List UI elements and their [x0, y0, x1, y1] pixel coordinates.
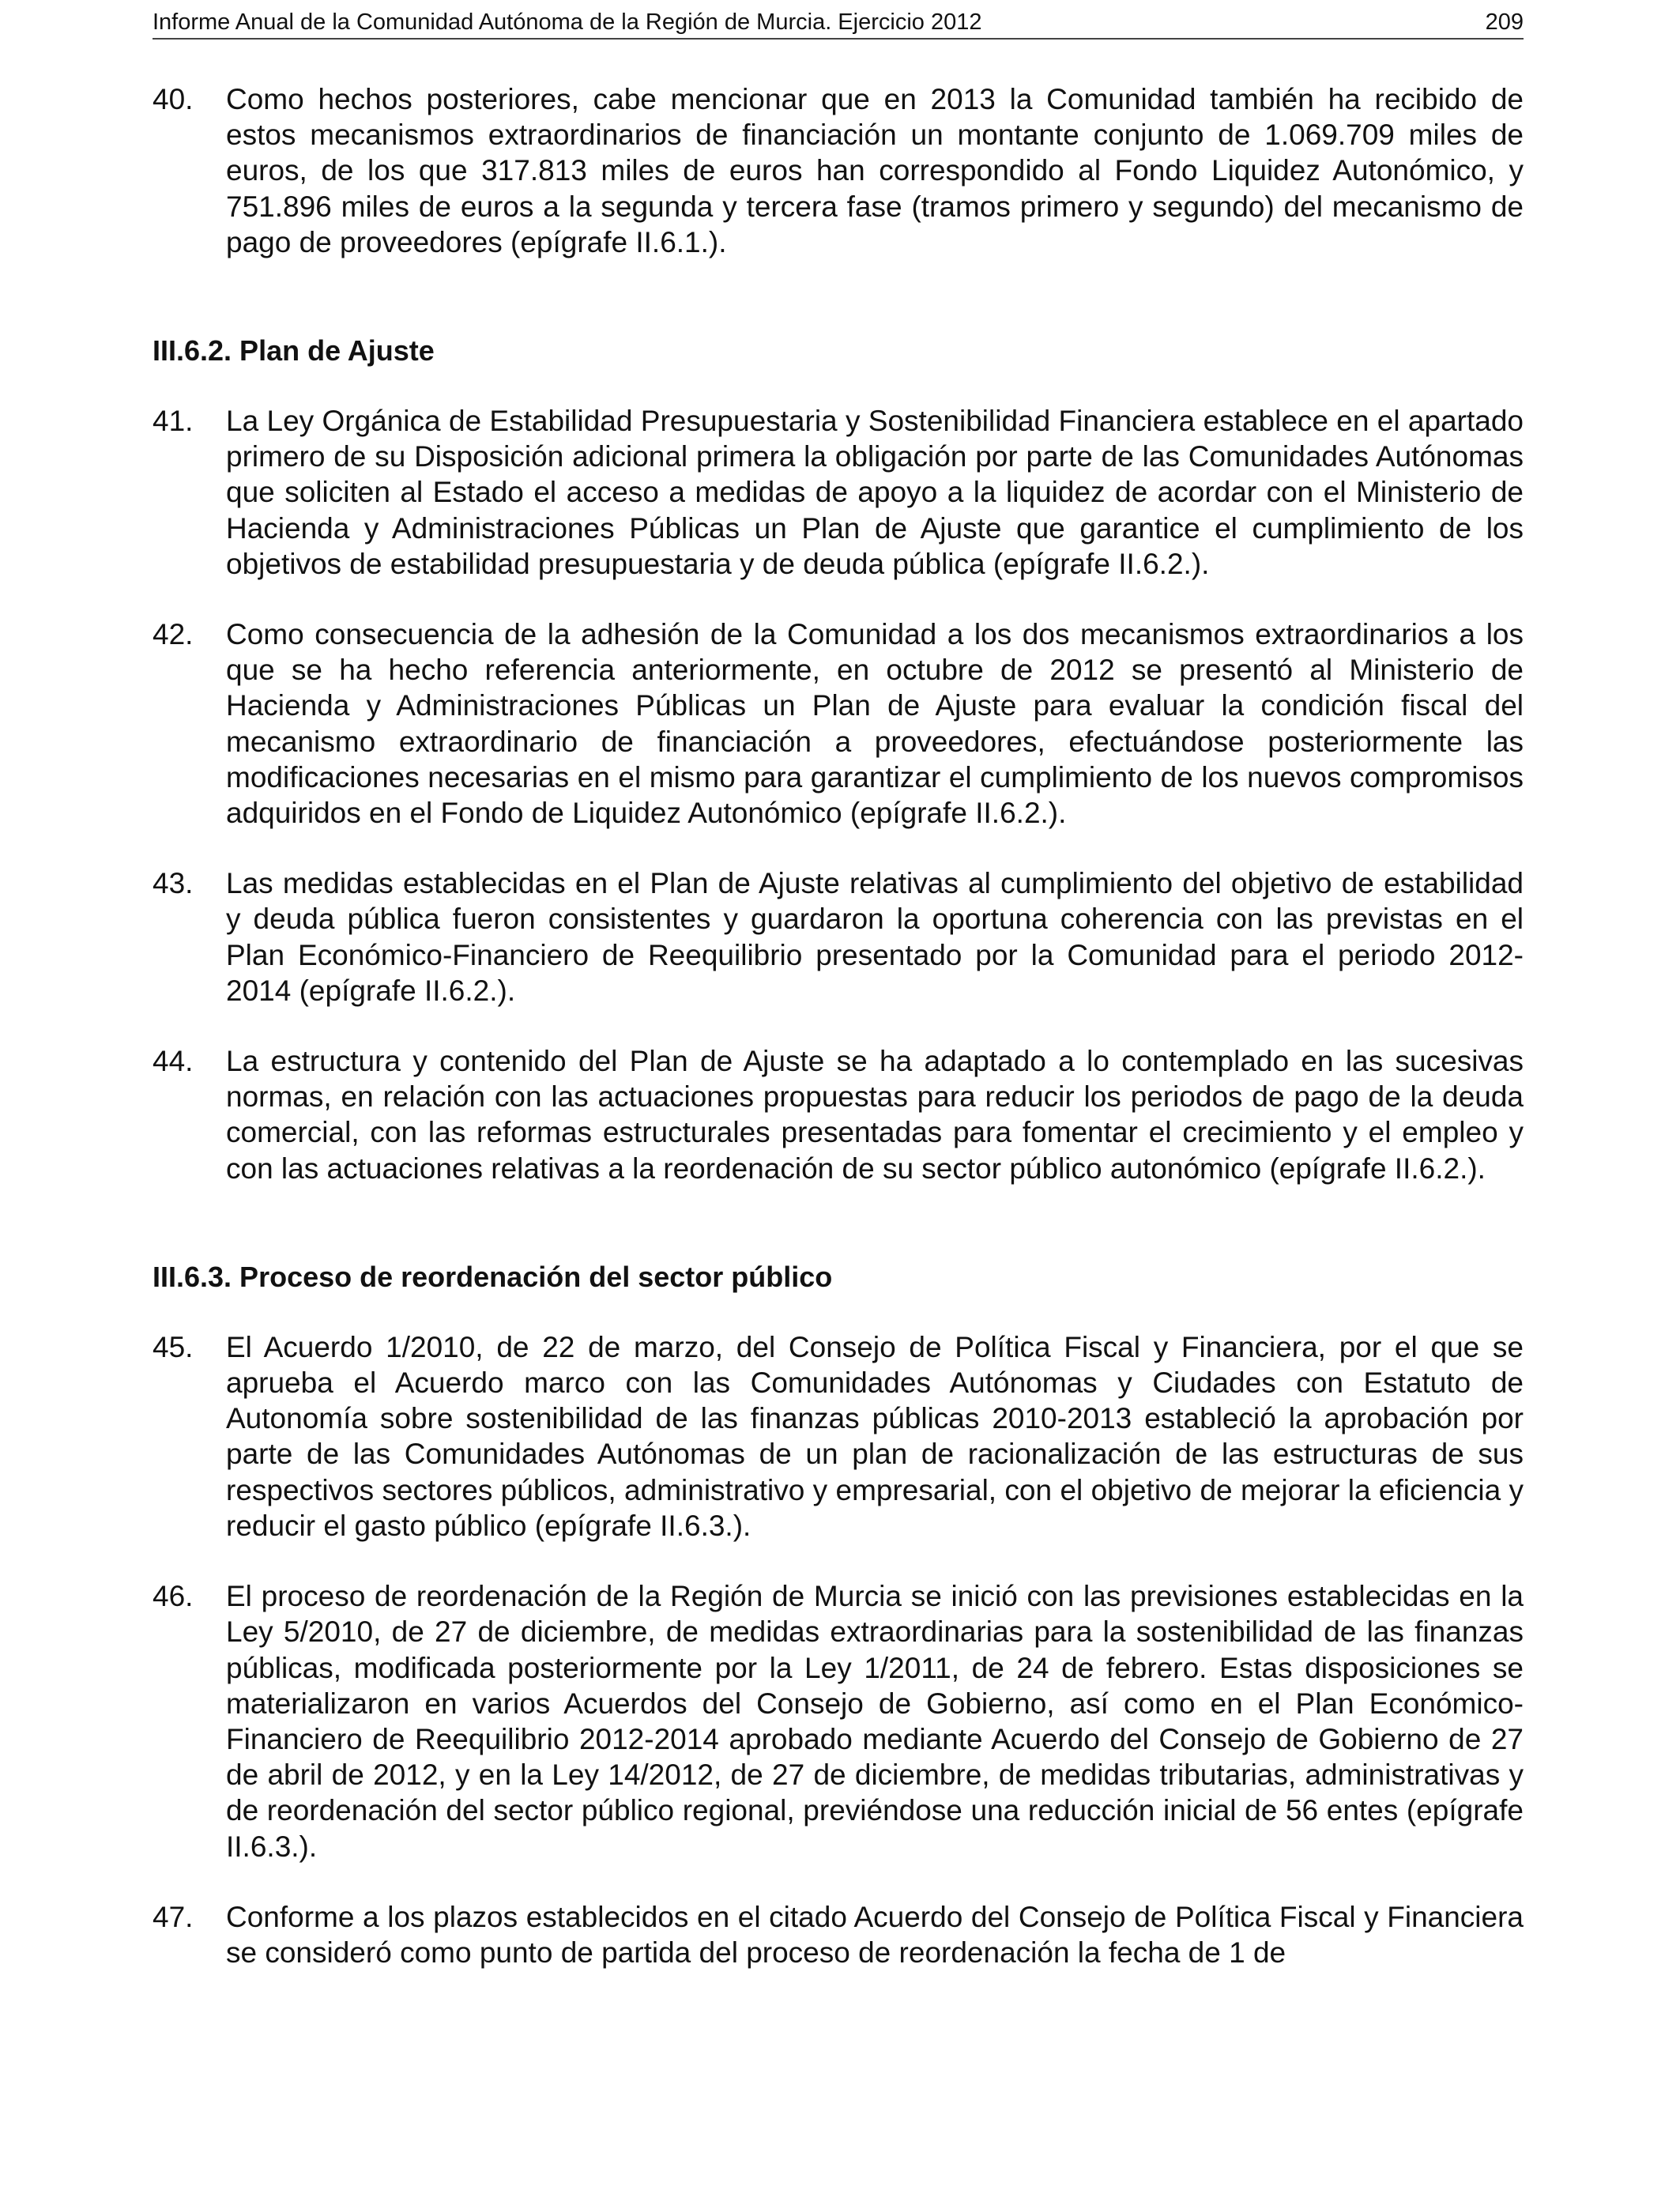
paragraph-number: 41. [153, 405, 194, 438]
paragraph-text: La estructura y contenido del Plan de Ajuste se ha adaptado a lo contemplado en las sucesivas normas, en relación con las actuaciones propuestas para reducir los periodos de pago de la deuda comercial, con las reformas estructurales presentadas para fomentar el crecimiento y el empleo y con las actuaciones relativas a la reordenación de su sector público autonómico (epígrafe II.6.2.). [226, 1045, 1524, 1185]
paragraph-number: 47. [153, 1900, 194, 1933]
paragraph-47 [153, 1899, 1524, 1970]
paragraph-text: La Ley Orgánica de Estabilidad Presupuestaria y Sostenibilidad Financiera establece en el apartado primero de su Disposición adicional primera la obligación por parte de las Comunidades Autónomas que soliciten al Estado el acceso a medidas de apoyo a la liquidez de acordar con el Ministerio de Hacienda y Administraciones Públicas un Plan de Ajuste que garantice el cumplimiento de los objetivos de estabilidad presupuestaria y de deuda pública (epígrafe II.6.2.). [226, 405, 1524, 580]
section-heading-reordenacion: III.6.3. Proceso de reordenación del sector público [153, 1260, 833, 1293]
paragraph-text: Las medidas establecidas en el Plan de Ajuste relativas al cumplimiento del objetivo de estabilidad y deuda pública fueron consistentes y guardaron la oportuna coherencia con las previstas en el Plan Económico-Financiero de Reequilibrio presentado por la Comunidad para el periodo 2012-2014 (epígrafe II.6.2.). [226, 867, 1524, 1007]
page-header [153, 6, 1524, 40]
paragraph-40 [153, 81, 1524, 260]
paragraph-42 [153, 616, 1524, 831]
paragraph-number: 44. [153, 1045, 194, 1078]
paragraph-number: 42. [153, 618, 194, 651]
paragraph-41 [153, 403, 1524, 582]
paragraph-number: 40. [153, 83, 194, 115]
paragraph-text: El Acuerdo 1/2010, de 22 de marzo, del Consejo de Política Fiscal y Financiera, por el que se aprueba el Acuerdo marco con las Comunidades Autónomas y Ciudades con Estatuto de Autonomía sobre sostenibilidad de las finanzas públicas 2010-2013 estableció la aprobación por parte de las Comunidades Autónomas de un plan de racionalización de las estructuras de sus respectivos sectores públicos, administrativo y empresarial, con el objetivo de mejorar la eficiencia y reducir el gasto público (epígrafe II.6.3.). [226, 1330, 1524, 1542]
header-title: Informe Anual de la Comunidad Autónoma de la Región de Murcia. Ejercicio 2012 [153, 9, 982, 35]
paragraph-45 [153, 1329, 1524, 1544]
paragraph-46 [153, 1578, 1524, 1864]
paragraph-43 [153, 865, 1524, 1008]
paragraph-text: El proceso de reordenación de la Región de Murcia se inició con las previsiones establecidas en la Ley 5/2010, de 27 de diciembre, de medidas extraordinarias para la sostenibilidad de las finanzas públicas, modificada posteriormente por la Ley 1/2011, de 24 de febrero. Estas disposiciones se materializaron en varios Acuerdos del Consejo de Gobierno, así como en el Plan Económico-Financiero de Reequilibrio 2012-2014 aprobado mediante Acuerdo del Consejo de Gobierno de 27 de abril de 2012, y en la Ley 14/2012, de 27 de diciembre, de medidas tributarias, administrativas y de reordenación del sector público regional, previéndose una reducción inicial de 56 entes (epígrafe II.6.3.). [226, 1580, 1524, 1863]
paragraph-text: Como consecuencia de la adhesión de la Comunidad a los dos mecanismos extraordinarios a los que se ha hecho referencia anteriormente, en octubre de 2012 se presentó al Ministerio de Hacienda y Administraciones Públicas un Plan de Ajuste para evaluar la condición fiscal del mecanismo extraordinario de financiación a proveedores, efectuándose posteriormente las modificaciones necesarias en el mismo para garantizar el cumplimiento de los nuevos compromisos adquiridos en el Fondo de Liquidez Autonómico (epígrafe II.6.2.). [226, 618, 1524, 830]
paragraph-number: 46. [153, 1580, 194, 1613]
paragraph-text: Como hechos posteriores, cabe mencionar que en 2013 la Comunidad también ha recibido de estos mecanismos extraordinarios de financiación un montante conjunto de 1.069.709 miles de euros, de los que 317.813 miles de euros han correspondido al Fondo Liquidez Autonómico, y 751.896 miles de euros a la segunda y tercera fase (tramos primero y segundo) del mecanismo de pago de proveedores (epígrafe II.6.1.). [226, 83, 1524, 258]
paragraph-44 [153, 1043, 1524, 1186]
paragraph-number: 43. [153, 867, 194, 900]
paragraph-number: 45. [153, 1330, 194, 1363]
document-body [153, 81, 1524, 1970]
paragraph-text: Conforme a los plazos establecidos en el citado Acuerdo del Consejo de Política Fiscal y Financiera se consideró como punto de partida del proceso de reordenación la fecha de 1 de [226, 1900, 1524, 1969]
page-number: 209 [1485, 9, 1524, 35]
section-heading-plan-ajuste: III.6.2. Plan de Ajuste [153, 334, 435, 368]
